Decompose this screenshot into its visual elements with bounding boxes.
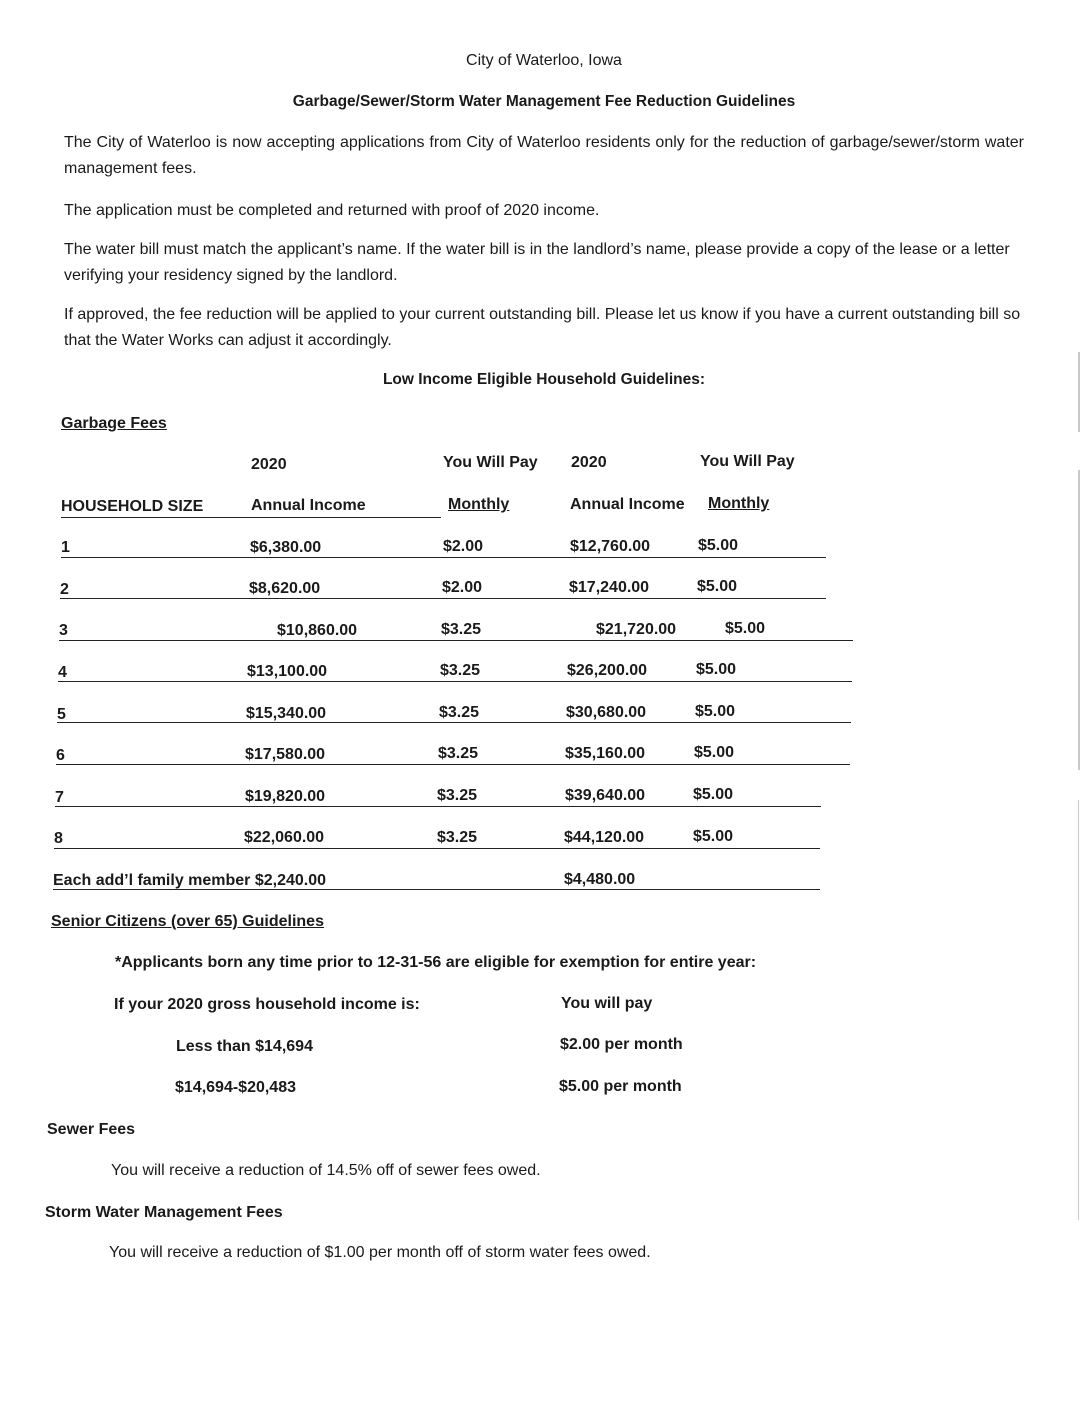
row-7-pay-1: $3.25 xyxy=(437,787,478,804)
row-1-income-2: $12,760.00 xyxy=(570,538,651,555)
row-5-rule xyxy=(57,722,851,723)
row-5-pay-1: $3.25 xyxy=(439,704,480,721)
additional-member-rule xyxy=(53,889,820,890)
intro-paragraph-3: The water bill must match the applicant’s name. If the water bill is in the landlord’s name, please provide a copy of the lease or a letter verifying your residency signed by the landlord. xyxy=(64,241,1010,284)
row-3-income-1: $10,860.00 xyxy=(277,622,358,639)
senior-pay-label: You will pay xyxy=(561,995,653,1012)
intro-paragraph-2: The application must be completed and returned with proof of 2020 income. xyxy=(64,202,600,219)
row-5-income-2: $30,680.00 xyxy=(566,704,647,721)
row-8-rule xyxy=(54,848,820,849)
row-6-pay-1: $3.25 xyxy=(438,745,479,762)
senior-income-label: If your 2020 gross household income is: xyxy=(114,996,420,1013)
row-6-pay-2: $5.00 xyxy=(694,744,735,761)
document-title: Garbage/Sewer/Storm Water Management Fee Reduction Guidelines xyxy=(292,93,796,110)
scan-edge-mark xyxy=(1078,352,1080,432)
senior-tier-1-range: Less than $14,694 xyxy=(176,1038,313,1055)
sewer-text: You will receive a reduction of 14.5% off of sewer fees owed. xyxy=(111,1162,541,1179)
row-1-rule xyxy=(61,557,826,558)
sewer-heading: Sewer Fees xyxy=(47,1121,136,1138)
row-8-pay-1: $3.25 xyxy=(437,829,478,846)
row-5-pay-2: $5.00 xyxy=(695,703,736,720)
row-6-income-1: $17,580.00 xyxy=(245,746,326,763)
row-3-pay-2: $5.00 xyxy=(725,620,766,637)
hdr-monthly-1: Monthly xyxy=(448,496,510,513)
hdr-annual-income-1: Annual Income xyxy=(251,497,366,514)
senior-tier-2-range: $14,694-$20,483 xyxy=(175,1079,296,1096)
row-4-pay-2: $5.00 xyxy=(696,661,737,678)
storm-heading: Storm Water Management Fees xyxy=(45,1204,283,1221)
scan-edge-mark xyxy=(1078,800,1079,1220)
row-8-size: 8 xyxy=(54,830,63,847)
row-5-size: 5 xyxy=(57,706,66,723)
row-6-income-2: $35,160.00 xyxy=(565,745,646,762)
row-6-rule xyxy=(56,764,850,765)
row-2-income-2: $17,240.00 xyxy=(569,579,650,596)
row-4-income-2: $26,200.00 xyxy=(567,662,648,679)
senior-note: *Applicants born any time prior to 12-31-56 are eligible for exemption for entire year: xyxy=(115,954,757,971)
senior-tier-1-pay: $2.00 per month xyxy=(560,1036,683,1053)
row-4-size: 4 xyxy=(58,664,67,681)
row-1-pay-1: $2.00 xyxy=(443,538,484,555)
row-6-size: 6 xyxy=(56,747,65,764)
row-4-income-1: $13,100.00 xyxy=(247,663,328,680)
row-2-size: 2 xyxy=(60,581,69,598)
row-1-pay-2: $5.00 xyxy=(698,537,739,554)
row-7-pay-2: $5.00 xyxy=(693,786,734,803)
garbage-fees-heading: Garbage Fees xyxy=(61,415,167,432)
storm-text: You will receive a reduction of $1.00 per month off of storm water fees owed. xyxy=(109,1244,651,1261)
city-name: City of Waterloo, Iowa xyxy=(466,52,622,69)
hdr-annual-income-2: Annual Income xyxy=(570,496,685,513)
row-4-pay-1: $3.25 xyxy=(440,662,481,679)
row-5-income-1: $15,340.00 xyxy=(246,705,327,722)
row-8-income-1: $22,060.00 xyxy=(244,829,325,846)
senior-tier-2-pay: $5.00 per month xyxy=(559,1078,682,1095)
row-2-pay-2: $5.00 xyxy=(697,578,738,595)
col-pay-2: You Will Pay xyxy=(700,453,795,470)
additional-member-income-2: $4,480.00 xyxy=(564,871,636,888)
row-7-income-1: $19,820.00 xyxy=(245,788,326,805)
row-1-size: 1 xyxy=(61,539,70,556)
row-3-rule xyxy=(59,640,853,641)
row-2-pay-1: $2.00 xyxy=(442,579,483,596)
row-2-rule xyxy=(60,598,826,599)
intro-paragraph-1: The City of Waterloo is now accepting applications from City of Waterloo residents only for the reduction of garbage/sewer/storm water management fees. xyxy=(64,134,1024,177)
row-3-size: 3 xyxy=(59,622,68,639)
row-7-size: 7 xyxy=(55,789,64,806)
row-2-income-1: $8,620.00 xyxy=(249,580,321,597)
row-8-pay-2: $5.00 xyxy=(693,828,734,845)
row-3-income-2: $21,720.00 xyxy=(596,621,677,638)
row-4-rule xyxy=(58,681,852,682)
row-8-income-2: $44,120.00 xyxy=(564,829,645,846)
col-year-2: 2020 xyxy=(571,454,607,471)
intro-paragraph-4: If approved, the fee reduction will be applied to your current outstanding bill. Please let us know if you have a current outstanding bill so that the Water Works can adjust it accordingly. xyxy=(64,306,1021,349)
header-underline xyxy=(61,517,441,518)
row-3-pay-1: $3.25 xyxy=(441,621,482,638)
row-7-rule xyxy=(55,806,821,807)
row-7-income-2: $39,640.00 xyxy=(565,787,646,804)
row-1-income-1: $6,380.00 xyxy=(250,539,322,556)
senior-heading: Senior Citizens (over 65) Guidelines xyxy=(51,913,324,930)
col-pay-1: You Will Pay xyxy=(443,454,538,471)
hdr-household-size: HOUSEHOLD SIZE xyxy=(61,498,204,515)
additional-member-label: Each add’l family member $2,240.00 xyxy=(53,872,327,889)
hdr-monthly-2: Monthly xyxy=(708,495,770,512)
scan-edge-mark xyxy=(1078,470,1080,770)
low-income-heading: Low Income Eligible Household Guidelines: xyxy=(382,371,706,388)
col-year-1: 2020 xyxy=(251,456,287,473)
